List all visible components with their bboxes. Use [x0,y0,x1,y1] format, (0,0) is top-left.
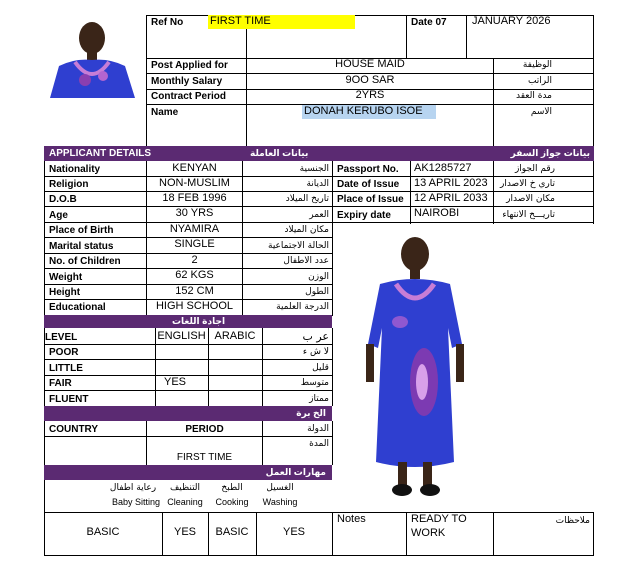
lang-fluent-ar: ممتاز [309,394,329,404]
lang-little-label: LITTLE [49,363,83,374]
dob-value: 18 FEB 1996 [162,192,227,204]
nationality-label: Nationality [49,164,101,175]
lang-fluent-label: FLUENT [49,394,89,405]
passport-details-bar [332,146,594,161]
children-value: 2 [191,254,198,266]
english-header: ENGLISH [157,330,206,342]
place-of-birth-value: NYAMIRA [169,223,220,235]
lang-little-arabic [208,360,262,374]
post-applied-label: Post Applied for [151,60,228,71]
place-of-issue-label: Place of Issue [337,194,404,205]
place-of-birth-ar: مكان الميلاد [284,225,329,235]
expiry-date-ar: تاريـــخ الانتهاء [502,210,555,220]
lang-poor-label: POOR [49,347,79,358]
weight-value: 62 KGS [175,269,214,281]
languages-bar [44,315,332,328]
lang-fair-ar: متوسط [300,378,329,388]
marital-status-label: Marital status [49,241,114,252]
notes-ar: ملاحظات [555,516,590,526]
passport-no-label: Passport No. [337,164,399,175]
country-label: COUNTRY [49,424,99,435]
dob-ar: تاريخ الميلاد [285,194,329,204]
children-ar: عدد الاطفال [283,256,329,266]
date-label: Date 07 [411,17,447,28]
post-applied-value: HOUSE MAID [335,58,405,70]
date-of-issue-ar: تاري خ الاصدار [499,179,555,189]
nationality-value: KENYAN [172,162,217,174]
monthly-salary-ar: الراتب [527,76,552,86]
passport-title-ar: بيانات جواز السفر [510,148,590,158]
level-ar: عر ب [302,330,329,343]
contract-period-label: Contract Period [151,91,227,102]
name-label: Name [151,107,179,118]
contract-period-value: 2YRS [355,89,385,101]
lang-fair-arabic [208,376,262,390]
weight-label: Weight [49,272,83,283]
full-body-photo [360,232,470,504]
place-of-issue-value: 12 APRIL 2033 [414,192,488,204]
expiry-date-value: NAIROBI [414,207,460,219]
lang-poor-ar: لا ش ء [302,347,329,357]
height-value: 152 CM [175,285,214,297]
post-applied-ar: الوظيفة [522,60,552,70]
height-label: Height [49,287,81,298]
monthly-salary-label: Monthly Salary [151,76,223,87]
lang-little-english [155,360,208,374]
passport-no-value: AK1285727 [414,162,472,174]
lang-fair-english: YES [163,376,186,388]
experience-bar [44,406,332,421]
applicant-details-title: APPLICANT DETAILS [49,148,152,159]
skill-cleaning-value: YES [173,526,196,538]
religion-value: NON-MUSLIM [159,177,230,189]
passport-no-ar: رقم الجواز [514,164,555,174]
skill-cooking-ar: الطبخ [221,483,243,493]
skill-washing-value: YES [282,526,305,538]
expiry-date-label: Expiry date [337,210,391,221]
lang-little-ar: قليل [312,363,329,373]
applicant-details-title-ar: بيانات العاملة [250,148,309,158]
lang-fluent-arabic [208,391,262,405]
period-label: PERIOD [185,424,224,435]
arabic-header: ARABIC [214,330,256,342]
lang-fair-label: FAIR [49,378,72,389]
skill-babysitting-value: BASIC [86,526,120,538]
dob-label: D.O.B [49,194,77,205]
skill-babysitting-label: Baby Sitting [111,497,161,507]
age-label: Age [49,210,68,221]
skill-cleaning-label: Cleaning [167,497,203,507]
education-value: HIGH SCHOOL [155,300,233,312]
passport-photo [45,16,140,98]
marital-status-value: SINGLE [174,238,215,250]
period-ar: المدة [309,439,329,449]
skill-cooking-value: BASIC [215,526,249,538]
place-of-birth-label: Place of Birth [49,225,114,236]
skill-babysitting-ar: رعاية اطفال [109,483,157,493]
contract-period-ar: مدة العقد [516,91,552,101]
skill-washing-label: Washing [262,497,298,507]
weight-ar: الوزن [308,272,329,282]
skill-cleaning-ar: التنظيف [169,483,201,493]
level-label: LEVEL [45,332,78,343]
education-label: Educational [49,302,106,313]
period-value: FIRST TIME [176,452,233,463]
nationality-ar: الجنسية [299,164,329,174]
skills-bar [44,465,332,480]
languages-title-ar: اجادة اللغات [172,316,226,326]
skills-title-ar: مهارات العمل [265,467,326,477]
children-label: No. of Children [49,256,121,267]
notes-label: Notes [337,513,366,525]
name-value: DONAH KERUBO ISOE [302,105,436,119]
religion-ar: الديانة [306,179,329,189]
experience-title-ar: الخ برة [296,408,326,418]
date-of-issue-label: Date of Issue [337,179,400,190]
notes-value: READY TO WORK [411,513,467,539]
ref-no-value: FIRST TIME [208,15,355,29]
name-ar: الاسم [530,107,552,117]
monthly-salary-value: 9OO SAR [345,74,395,86]
age-value: 30 YRS [175,207,214,219]
education-ar: الدرجة العلمية [276,302,329,312]
age-ar: العمر [309,210,329,220]
height-ar: الطول [305,287,329,297]
religion-label: Religion [49,179,89,190]
skill-washing-ar: الغسيل [266,483,294,493]
ref-no-label: Ref No [151,17,184,28]
date-of-issue-value: 13 APRIL 2023 [414,177,488,189]
applicant-details-bar [44,146,332,161]
place-of-issue-ar: مكان الاصدار [506,194,555,204]
skill-cooking-label: Cooking [215,497,249,507]
date-value: JANUARY 2026 [472,15,551,27]
lang-poor-arabic [208,345,262,359]
marital-status-ar: الحالة الاجتماعية [268,241,329,251]
lang-poor-english [155,345,208,359]
country-ar: الدولة [307,424,329,434]
lang-fluent-english [155,391,208,405]
